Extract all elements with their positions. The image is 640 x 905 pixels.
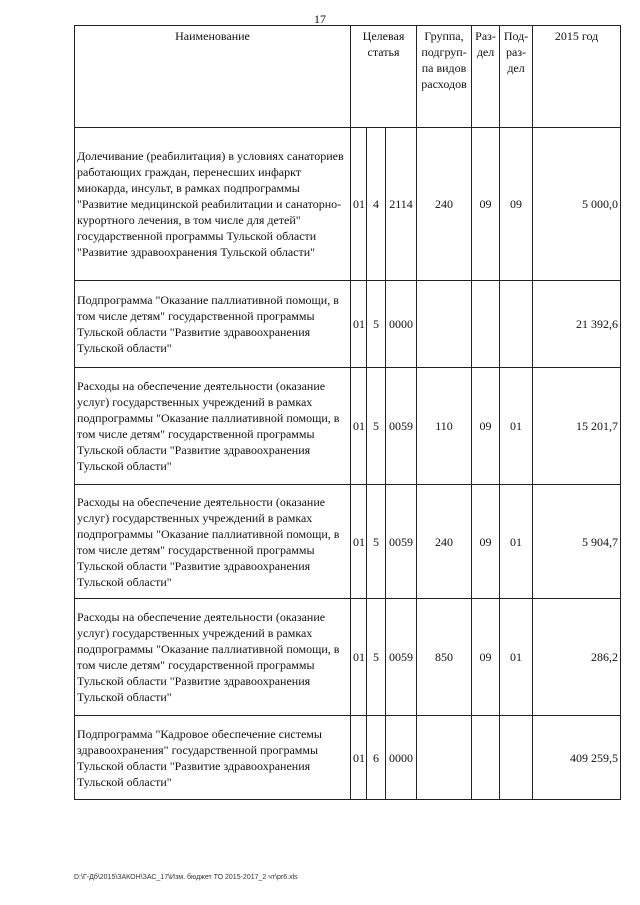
row-subsection: 09 xyxy=(500,128,533,281)
row-ts-program: 01 xyxy=(351,368,367,485)
row-ts-direction: 0059 xyxy=(386,599,417,716)
row-amount: 5 000,0 xyxy=(533,128,621,281)
row-name: Подпрограмма "Оказание паллиативной помощи, в том числе детям" государственной программы Тульской области "Развитие здравоохранения Тульской области" xyxy=(75,281,351,368)
row-ts-program: 01 xyxy=(351,485,367,599)
row-amount: 409 259,5 xyxy=(533,716,621,800)
row-ts-direction: 0000 xyxy=(386,281,417,368)
row-group xyxy=(417,281,472,368)
row-section: 09 xyxy=(472,485,500,599)
row-subsection: 01 xyxy=(500,368,533,485)
table-row xyxy=(75,368,621,485)
row-group: 240 xyxy=(417,128,472,281)
row-ts-subprogram: 4 xyxy=(367,128,386,281)
header-group: Группа, подгруп-па видов расходов xyxy=(417,26,472,128)
table-header-row xyxy=(75,26,621,128)
row-ts-program: 01 xyxy=(351,281,367,368)
row-section xyxy=(472,716,500,800)
row-ts-subprogram: 5 xyxy=(367,281,386,368)
row-section: 09 xyxy=(472,368,500,485)
row-ts-direction: 0059 xyxy=(386,485,417,599)
file-path-footer: D:\Г-Дб\2015\ЗАКОН\ЗАС_17\Изм. бюджет ТО 2015-2017_2 чт\рr6.xls xyxy=(74,874,298,881)
row-subsection: 01 xyxy=(500,485,533,599)
row-section xyxy=(472,281,500,368)
row-ts-subprogram: 5 xyxy=(367,368,386,485)
header-section: Раз-дел xyxy=(472,26,500,128)
row-amount: 286,2 xyxy=(533,599,621,716)
row-name: Расходы на обеспечение деятельности (оказание услуг) государственных учреждений в рамках подпрограммы "Оказание паллиативной помощи, в том числе детям" государственной программы Тульской области "Развитие здравоохранения Тульской области" xyxy=(75,368,351,485)
row-section: 09 xyxy=(472,128,500,281)
row-name: Расходы на обеспечение деятельности (оказание услуг) государственных учреждений в рамках подпрограммы "Оказание паллиативной помощи, в том числе детям" государственной программы Тульской области "Развитие здравоохранения Тульской области" xyxy=(75,485,351,599)
row-ts-direction: 0059 xyxy=(386,368,417,485)
row-group: 110 xyxy=(417,368,472,485)
budget-table xyxy=(74,25,621,800)
header-target-article: Целевая статья xyxy=(351,26,417,128)
row-ts-program: 01 xyxy=(351,716,367,800)
row-ts-subprogram: 6 xyxy=(367,716,386,800)
row-amount: 15 201,7 xyxy=(533,368,621,485)
table-row xyxy=(75,485,621,599)
row-ts-direction: 0000 xyxy=(386,716,417,800)
row-ts-direction: 2114 xyxy=(386,128,417,281)
table-row xyxy=(75,128,621,281)
row-subsection xyxy=(500,716,533,800)
row-subsection: 01 xyxy=(500,599,533,716)
row-amount: 5 904,7 xyxy=(533,485,621,599)
header-subsection: Под-раз-дел xyxy=(500,26,533,128)
table-row xyxy=(75,599,621,716)
row-name: Долечивание (реабилитация) в условиях санаториев работающих граждан, перенесших инфаркт миокарда, инсульт, в рамках подпрограммы "Развитие медицинской реабилитации и санаторно-курортного лечения, в том числе для детей" государственной программы Тульской области "Развитие здравоохранения Тульской области" xyxy=(75,128,351,281)
page-number: 17 xyxy=(314,12,326,26)
row-section: 09 xyxy=(472,599,500,716)
table-row xyxy=(75,281,621,368)
row-subsection xyxy=(500,281,533,368)
row-name: Расходы на обеспечение деятельности (оказание услуг) государственных учреждений в рамках подпрограммы "Оказание паллиативной помощи, в том числе детям" государственной программы Тульской области "Развитие здравоохранения Тульской области" xyxy=(75,599,351,716)
row-group: 240 xyxy=(417,485,472,599)
header-year: 2015 год xyxy=(533,26,621,128)
row-ts-program: 01 xyxy=(351,128,367,281)
row-group xyxy=(417,716,472,800)
row-amount: 21 392,6 xyxy=(533,281,621,368)
header-name: Наименование xyxy=(75,26,351,128)
row-group: 850 xyxy=(417,599,472,716)
row-ts-subprogram: 5 xyxy=(367,599,386,716)
table-row xyxy=(75,716,621,800)
row-ts-subprogram: 5 xyxy=(367,485,386,599)
row-name: Подпрограмма "Кадровое обеспечение системы здравоохранения" государственной программы Тульской области "Развитие здравоохранения Тульской области" xyxy=(75,716,351,800)
row-ts-program: 01 xyxy=(351,599,367,716)
